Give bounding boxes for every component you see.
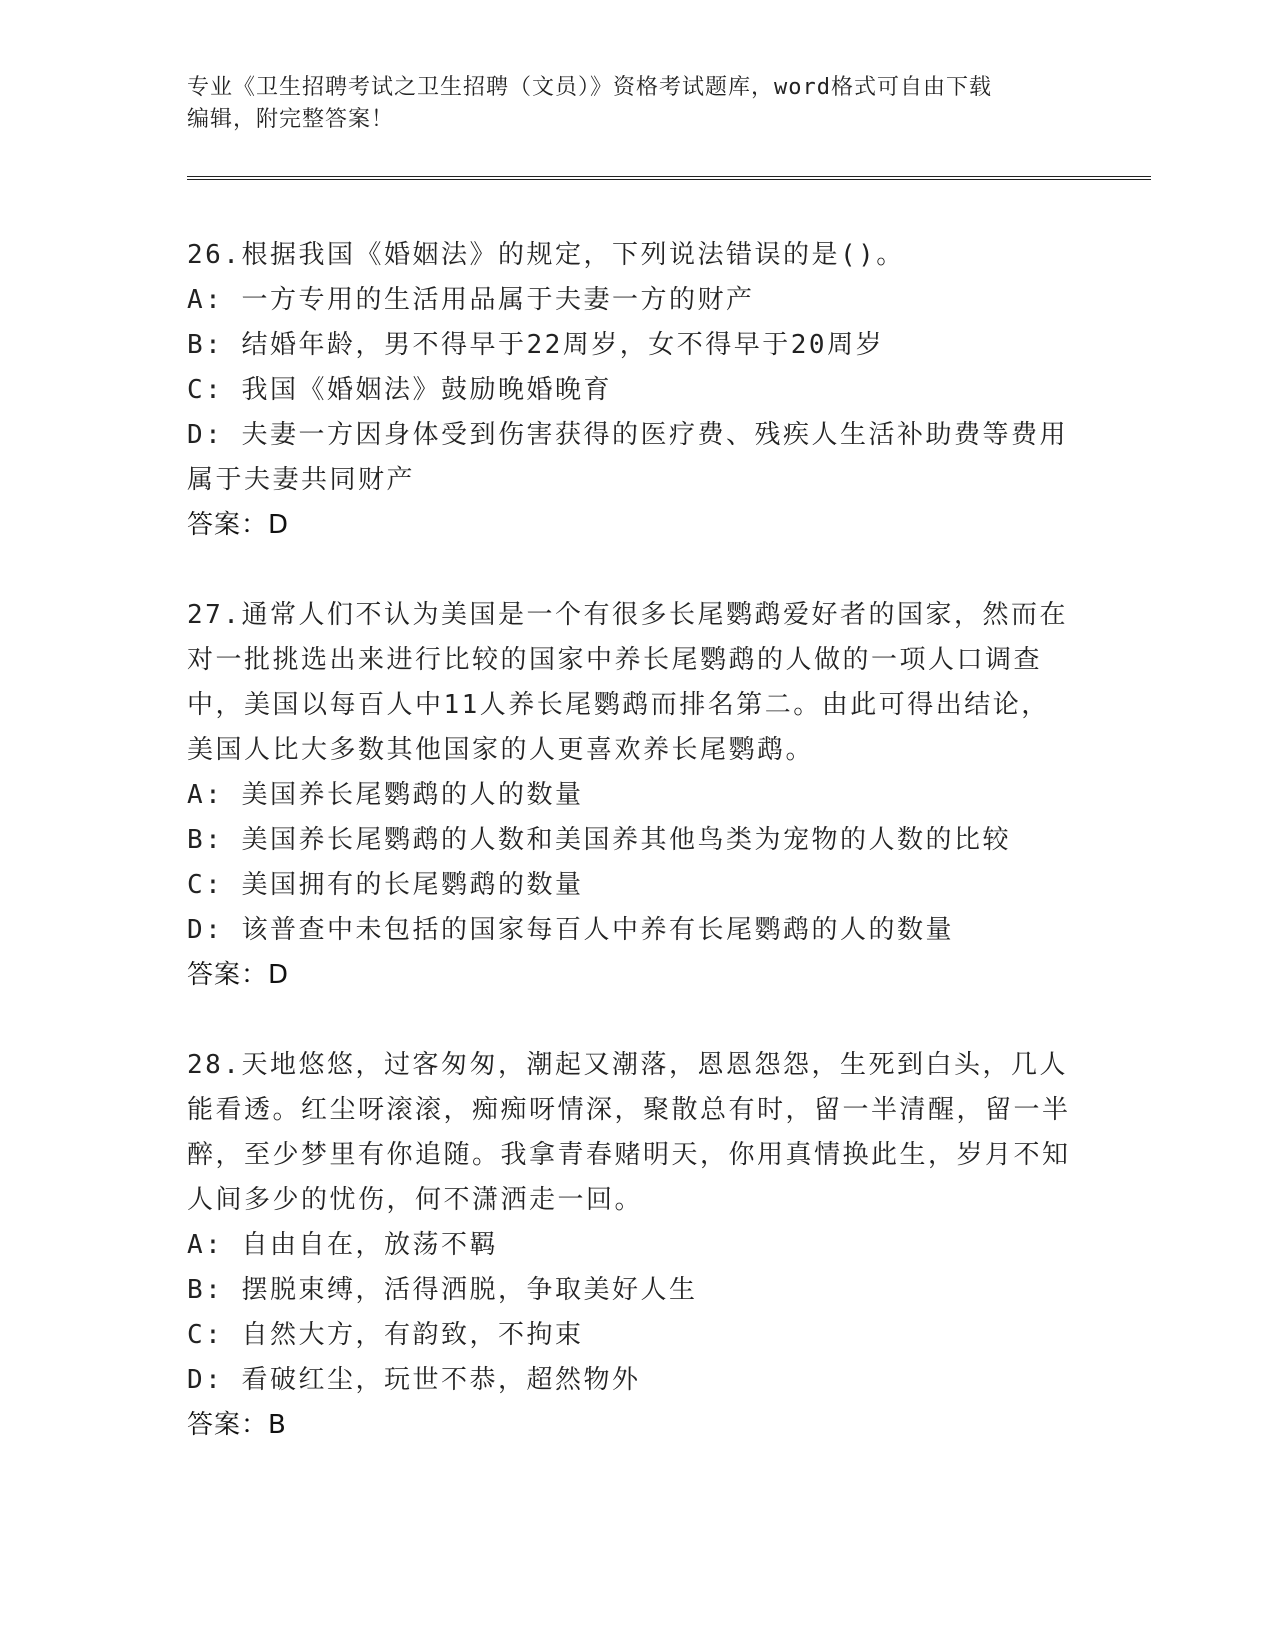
option-c: C: 自然大方，有韵致，不拘束	[187, 1320, 584, 1350]
header-line-1: 专业《卫生招聘考试之卫生招聘（文员）》资格考试题库，word格式可自由下载	[187, 75, 992, 100]
option-c: C: 我国《婚姻法》鼓励晚婚晚育	[187, 375, 612, 405]
question-list	[187, 233, 1077, 1493]
option-c: C: 美国拥有的长尾鹦鹉的数量	[187, 870, 584, 900]
question-text: 27.通常人们不认为美国是一个有很多长尾鹦鹉爱好者的国家，然而在对一批挑选出来进行比较的国家中养长尾鹦鹉的人做的一项人口调查中，美国以每百人中11人养长尾鹦鹉而排名第二。由此可得出结论，美国人比大多数其他国家的人更喜欢养长尾鹦鹉。	[187, 600, 1068, 765]
option-a: A: 美国养长尾鹦鹉的人的数量	[187, 780, 584, 810]
answer: 答案：B	[187, 1410, 287, 1440]
option-b: B: 结婚年龄，男不得早于22周岁，女不得早于20周岁	[187, 330, 885, 360]
header-line-2: 编辑，附完整答案！	[187, 107, 395, 132]
option-a: A: 一方专用的生活用品属于夫妻一方的财产	[187, 285, 755, 315]
option-d: D: 该普查中未包括的国家每百人中养有长尾鹦鹉的人的数量	[187, 915, 954, 945]
question-text: 28.天地悠悠，过客匆匆，潮起又潮落，恩恩怨怨，生死到白头，几人能看透。红尘呀滚滚，痴痴呀情深，聚散总有时，留一半清醒，留一半醉，至少梦里有你追随。我拿青春赌明天，你用真情换此生，岁月不知人间多少的忧伤，何不潇洒走一回。	[187, 1050, 1071, 1215]
option-b: B: 摆脱束缚，活得洒脱，争取美好人生	[187, 1275, 698, 1305]
question-27	[187, 593, 1077, 998]
question-text: 26.根据我国《婚姻法》的规定，下列说法错误的是()。	[187, 240, 905, 270]
question-26	[187, 233, 1077, 548]
option-d: D: 夫妻一方因身体受到伤害获得的医疗费、残疾人生活补助费等费用属于夫妻共同财产	[187, 420, 1068, 495]
document-header	[187, 72, 1067, 136]
option-b: B: 美国养长尾鹦鹉的人数和美国养其他鸟类为宠物的人数的比较	[187, 825, 1011, 855]
answer: 答案：D	[187, 960, 290, 990]
question-28	[187, 1043, 1077, 1448]
option-a: A: 自由自在，放荡不羁	[187, 1230, 498, 1260]
option-d: D: 看破红尘，玩世不恭，超然物外	[187, 1365, 641, 1395]
answer: 答案：D	[187, 510, 290, 540]
header-divider	[187, 176, 1151, 180]
